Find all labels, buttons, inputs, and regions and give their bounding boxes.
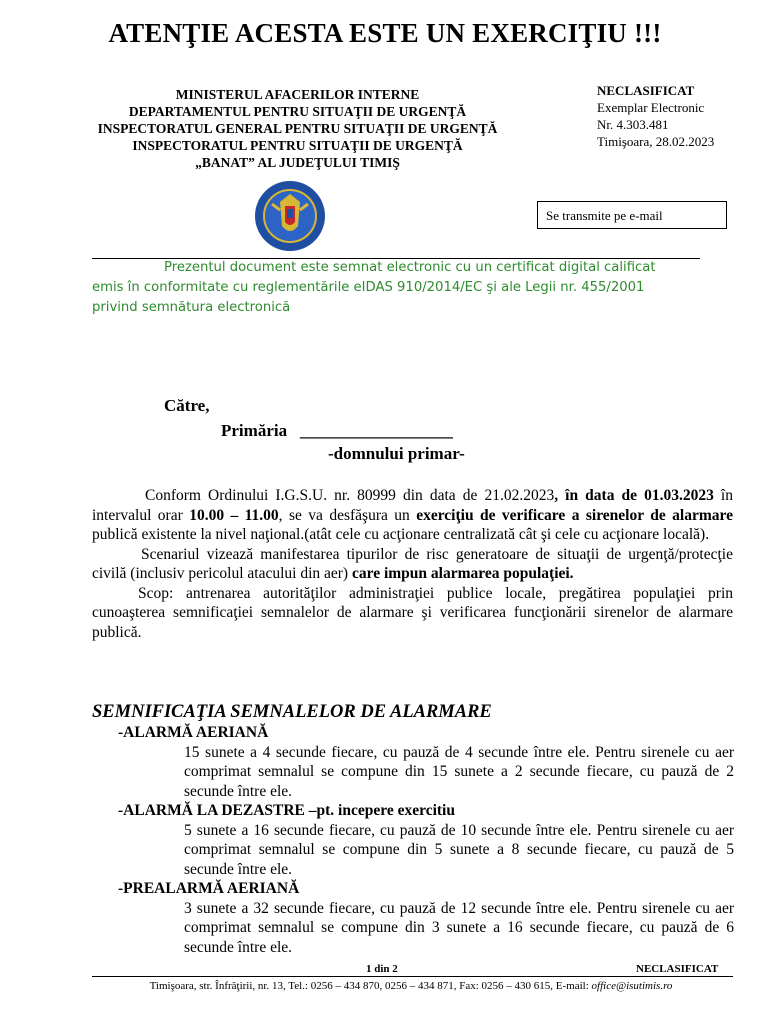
esig-line: Prezentul document este semnat electronic cu un certificat digital calificat: [164, 260, 656, 275]
footer-address: Timişoara, str. Înfrăţirii, nr. 13, Tel.: 0256 – 434 870, 0256 – 434 871, Fax: 0256 – 430 615, E-mail: office@isutimis.ro: [149, 980, 673, 992]
esig-line: emis în conformitate cu reglementările eIDAS 910/2014/EC şi ale Legii nr. 455/2001: [92, 280, 645, 295]
registration-number: Nr. 4.303.481: [597, 117, 669, 132]
email-link[interactable]: office@isutimis.ro: [591, 980, 673, 992]
alarm-heading: -PREALARMĂ AERIANĂ: [118, 880, 300, 897]
issuer-line: „BANAT” AL JUDEŢULUI TIMIŞ: [195, 155, 400, 170]
addressee-to: Către,: [164, 396, 210, 415]
paragraph-scenario: Scenariul vizează manifestarea tipurilor de risc generatoare de situaţii de urgenţă/protecţie civilă (inclusiv pericolul atacului din aer) care impun alarmarea populaţiei.: [92, 545, 733, 582]
footer-divider: [92, 976, 733, 977]
alarm-description: 15 sunete a 4 secunde fiecare, cu pauză de 4 secunde între ele. Pentru sirenele cu aer comprimat semnalul se compune din 15 sunete a 2 secunde fiecare, cu pauză de 2 secunde între ele.: [184, 743, 734, 800]
copy-type: Exemplar Electronic: [597, 100, 705, 115]
section-title: SEMNIFICAŢIA SEMNALELOR DE ALARMARE: [92, 702, 492, 722]
alarm-heading: -ALARMĂ LA DEZASTRE –pt. incepere exercitiu: [118, 802, 455, 819]
addressee-mayor: -domnului primar-: [328, 444, 465, 463]
issuer-line: DEPARTAMENTUL PENTRU SITUAŢII DE URGENŢĂ: [128, 104, 467, 119]
classification-block: [597, 82, 714, 150]
esig-line: privind semnătura electronică: [92, 300, 291, 315]
classification-label: NECLASIFICAT: [597, 83, 695, 98]
alarm-heading: -ALARMĂ AERIANĂ: [118, 724, 269, 741]
place-date: Timişoara, 28.02.2023: [597, 134, 715, 149]
institution-blank: __________________: [299, 421, 453, 440]
footer-classification: NECLASIFICAT: [636, 963, 719, 975]
paragraph-purpose: Scop: antrenarea autorităţilor administraţiei publice locale, pregătirea populaţiei prin cunoaşterea semnificaţiei semnalelor de alarmare şi verificarea funcţionării sirenelor de alarmare publică.: [92, 584, 733, 641]
alarm-description: 5 sunete a 16 secunde fiecare, cu pauză de 10 secunde între ele. Pentru sirenele cu aer comprimat semnalul se compune din 5 sunete a 8 secunde fiecare, cu pauză de 5 secunde între ele.: [184, 821, 734, 878]
document-title: ATENŢIE ACESTA ESTE UN EXERCIŢIU !!!: [108, 18, 662, 48]
issuer-line: MINISTERUL AFACERILOR INTERNE: [175, 87, 420, 102]
issuer-line: INSPECTORATUL PENTRU SITUAŢII DE URGENŢĂ: [132, 138, 463, 153]
page-number: 1 din 2: [366, 963, 398, 975]
transmission-note: Se transmite pe e-mail: [537, 201, 727, 229]
issuer-line: INSPECTORATUL GENERAL PENTRU SITUAŢII DE URGENŢĂ: [97, 121, 498, 136]
issuer-block: [60, 86, 535, 171]
alarm-list: [118, 723, 734, 957]
letter-body: [92, 486, 733, 642]
institution-label: Primăria: [221, 421, 288, 440]
alarm-description: 3 sunete a 32 secunde fiecare, cu pauză de 12 secunde între ele. Pentru sirenele cu aer comprimat semnalul se compune din 3 sunete a 16 secunde fiecare, cu pauză de 6 secunde între ele.: [184, 899, 734, 956]
electronic-signature-note: [92, 258, 742, 318]
paragraph-order: Conform Ordinului I.G.S.U. nr. 80999 din data de 21.02.2023, în data de 01.03.2023 în intervalul orar 10.00 – 11.00, se va desfăşura un exerciţiu de verificare a sirenelor de alarmare publică existente la nivel naţional.(atât cele cu acţionare centralizată cât şi cele cu acţionare locală).: [92, 487, 733, 543]
addressee-institution: [221, 421, 453, 441]
crest-icon: [254, 180, 326, 252]
